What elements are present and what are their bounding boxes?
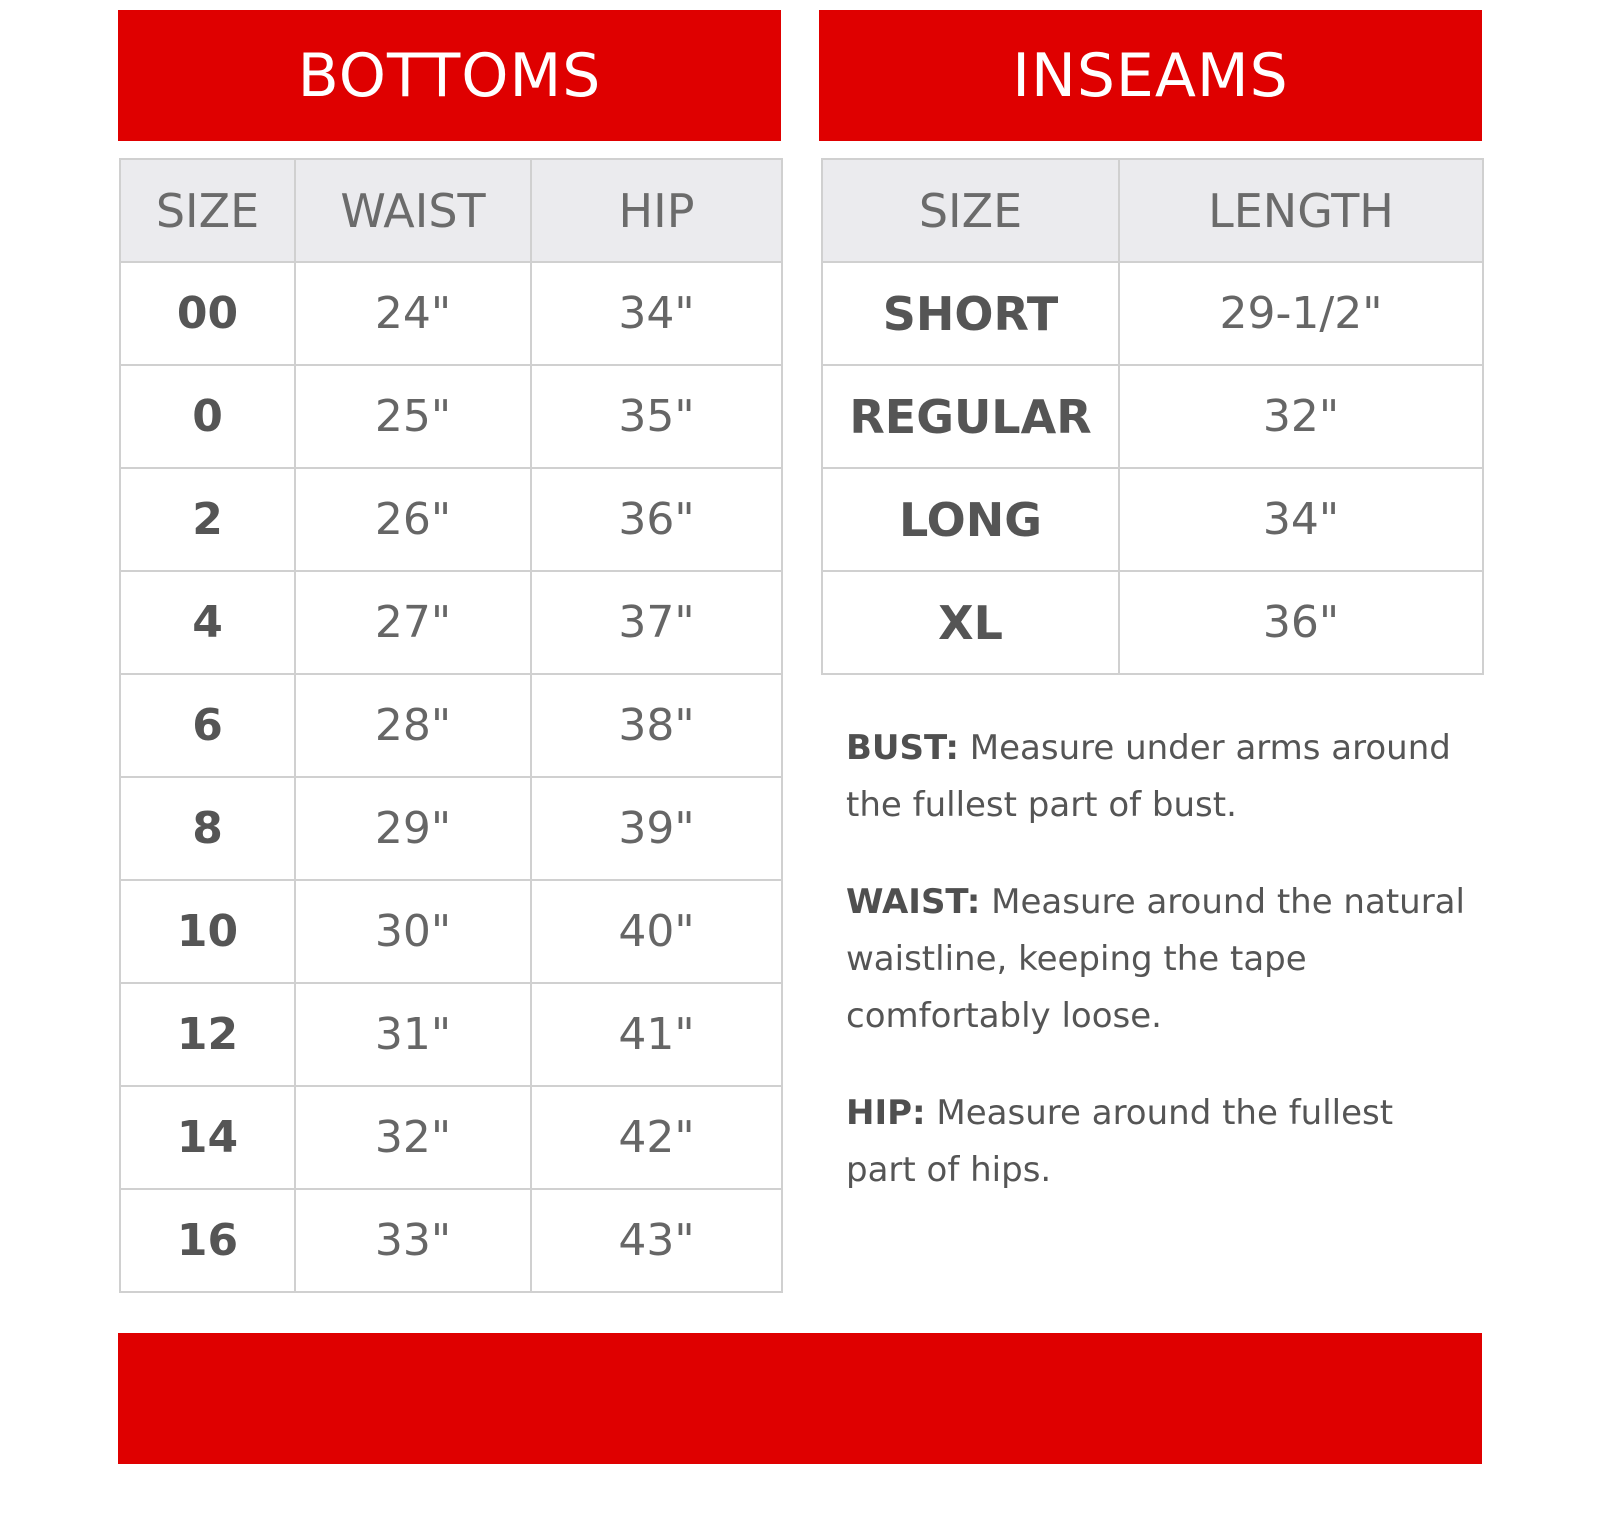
note-text: Measure around the natural waistline, keeping the tape comfortably loose. (846, 882, 1465, 1036)
size-cell: 12 (120, 983, 295, 1086)
hip-cell: 37" (531, 571, 782, 674)
inseam-size-cell: XL (822, 571, 1119, 674)
bottoms-size-table (119, 158, 783, 1293)
size-cell: 10 (120, 880, 295, 983)
table-row (120, 1189, 782, 1292)
bottoms-header-size: SIZE (120, 159, 295, 262)
table-row (120, 983, 782, 1086)
size-cell: 14 (120, 1086, 295, 1189)
inseam-size-cell: SHORT (822, 262, 1119, 365)
waist-cell: 30" (295, 880, 531, 983)
size-cell: 6 (120, 674, 295, 777)
waist-cell: 26" (295, 468, 531, 571)
size-cell: 00 (120, 262, 295, 365)
inseams-banner (819, 10, 1482, 141)
waist-cell: 33" (295, 1189, 531, 1292)
waist-cell: 29" (295, 777, 531, 880)
table-row (120, 571, 782, 674)
note-term: WAIST: (846, 882, 981, 922)
table-row (120, 262, 782, 365)
table-row (822, 365, 1483, 468)
waist-cell: 28" (295, 674, 531, 777)
size-cell: 4 (120, 571, 295, 674)
size-cell: 8 (120, 777, 295, 880)
note-text: Measure around the fullest part of hips. (846, 1093, 1394, 1190)
waist-cell: 31" (295, 983, 531, 1086)
bottoms-title: BOTTOMS (297, 40, 602, 111)
hip-cell: 39" (531, 777, 782, 880)
size-cell: 16 (120, 1189, 295, 1292)
table-row (120, 365, 782, 468)
hip-cell: 36" (531, 468, 782, 571)
waist-cell: 27" (295, 571, 531, 674)
waist-note (846, 874, 1466, 1045)
waist-cell: 24" (295, 262, 531, 365)
table-row (120, 468, 782, 571)
size-cell: 2 (120, 468, 295, 571)
hip-cell: 38" (531, 674, 782, 777)
hip-note (846, 1085, 1466, 1199)
table-row (822, 468, 1483, 571)
waist-cell: 25" (295, 365, 531, 468)
inseams-size-table (821, 158, 1484, 675)
table-row (822, 571, 1483, 674)
note-text: Measure under arms around the fullest part of bust. (846, 728, 1451, 825)
hip-cell: 42" (531, 1086, 782, 1189)
length-cell: 34" (1119, 468, 1483, 571)
table-row (120, 777, 782, 880)
bottoms-banner (118, 10, 781, 141)
table-row (120, 674, 782, 777)
size-cell: 0 (120, 365, 295, 468)
note-term: BUST: (846, 728, 959, 768)
inseam-size-cell: LONG (822, 468, 1119, 571)
bust-note (846, 720, 1466, 834)
measurement-notes (846, 720, 1466, 1239)
hip-cell: 41" (531, 983, 782, 1086)
bottoms-header-hip: HIP (531, 159, 782, 262)
length-cell: 36" (1119, 571, 1483, 674)
footer-banner (118, 1333, 1482, 1464)
bottoms-header-waist: WAIST (295, 159, 531, 262)
length-cell: 29-1/2" (1119, 262, 1483, 365)
table-row (120, 1086, 782, 1189)
hip-cell: 34" (531, 262, 782, 365)
note-term: HIP: (846, 1093, 926, 1133)
waist-cell: 32" (295, 1086, 531, 1189)
hip-cell: 43" (531, 1189, 782, 1292)
inseams-header-row (822, 159, 1483, 262)
length-cell: 32" (1119, 365, 1483, 468)
table-row (822, 262, 1483, 365)
inseams-title: INSEAMS (1012, 40, 1289, 111)
inseam-size-cell: REGULAR (822, 365, 1119, 468)
hip-cell: 35" (531, 365, 782, 468)
inseams-header-size: SIZE (822, 159, 1119, 262)
bottoms-header-row (120, 159, 782, 262)
hip-cell: 40" (531, 880, 782, 983)
inseams-header-length: LENGTH (1119, 159, 1483, 262)
table-row (120, 880, 782, 983)
